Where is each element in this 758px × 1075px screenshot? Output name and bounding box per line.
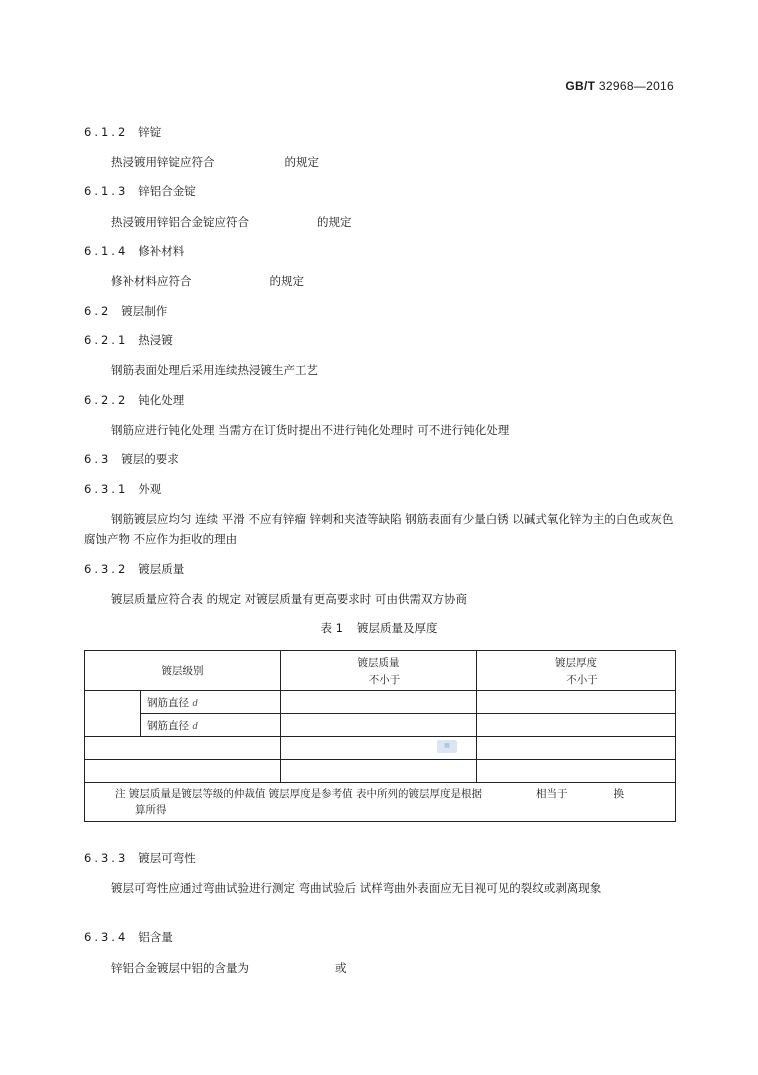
table-note: [85, 783, 676, 822]
heading-6-3-2: [84, 561, 184, 577]
para-text: 热浸镀用锌锭应符合: [111, 155, 215, 169]
table-row: [85, 691, 676, 714]
section-title: 修补材料: [138, 244, 185, 258]
para-6-3-2: 镀层质量应符合表 的规定 对镀层质量有更高要求时 可由供需双方协商: [111, 592, 467, 606]
section-number: 6.1.4: [84, 244, 129, 258]
standard-prefix: GB/T: [565, 79, 596, 93]
mass-cell: [281, 691, 477, 714]
thickness-cell: [477, 691, 676, 714]
heading-6-3: [84, 451, 179, 467]
section-title: 镀层可弯性: [138, 851, 196, 865]
para-text: 热浸镀用锌铝合金锭应符合: [111, 215, 249, 229]
section-number: 6.3: [84, 452, 112, 466]
note-line-2: 算所得: [135, 804, 167, 816]
header-mass: [281, 651, 477, 691]
para-text-end: 的规定: [317, 215, 352, 229]
diameter-symbol: d: [192, 720, 198, 732]
grade-cell: [85, 691, 141, 737]
para-6-3-4: [111, 960, 347, 976]
header-thickness: [477, 651, 676, 691]
mass-cell: [281, 714, 477, 737]
section-title: 镀层制作: [121, 304, 168, 318]
section-title: 镀层质量: [138, 562, 185, 576]
section-title: 热浸镀: [138, 333, 173, 347]
para-6-1-4: [111, 273, 304, 289]
para-text-end: 或: [335, 961, 347, 975]
thickness-cell: [477, 760, 676, 783]
standard-year: 32968—2016: [598, 79, 674, 93]
section-number: 6.1.3: [84, 184, 129, 198]
section-title: 钝化处理: [138, 393, 185, 407]
section-number: 6.3.4: [84, 930, 129, 944]
heading-6-1-2: [84, 124, 161, 140]
table-note-row: [85, 783, 676, 822]
para-6-2-2: 钢筋应进行钝化处理 当需方在订货时提出不进行钝化处理时 可不进行钝化处理: [111, 423, 510, 437]
para-6-1-2: [111, 154, 319, 170]
diameter-cell-1: [141, 691, 281, 714]
para-6-3-1: 钢筋镀层应均匀 连续 平滑 不应有锌瘤 锌刺和夹渣等缺陷 钢筋表面有少量白锈 以碱式氧化锌为主的白色或灰色腐蚀产物 不应作为拒收的理由: [84, 512, 674, 546]
header-mass-sub: 不小于: [368, 673, 401, 686]
para-6-1-3: [111, 214, 352, 230]
heading-6-1-3: [84, 183, 196, 199]
mass-cell: [281, 760, 477, 783]
heading-6-1-4: [84, 243, 184, 259]
table-row: [85, 737, 676, 760]
note-text-mid: 相当于: [536, 788, 568, 800]
grade-cell: [85, 737, 281, 760]
para-text-end: 的规定: [269, 274, 304, 288]
header-grade: 镀层级别: [85, 651, 281, 691]
table-row: [85, 760, 676, 783]
header-mass-label: 镀层质量: [357, 656, 400, 669]
watermark-logo: ▦: [437, 740, 457, 753]
standard-number: [565, 79, 674, 93]
para-text: 锌铝合金镀层中铝的含量为: [111, 961, 249, 975]
section-title: 铝含量: [138, 930, 173, 944]
header-thickness-sub: 不小于: [566, 673, 598, 686]
coating-table: [84, 650, 676, 822]
note-line-1: [91, 786, 669, 802]
diameter-cell-2: [141, 714, 281, 737]
section-number: 6.2.1: [84, 333, 129, 347]
heading-6-2-1: [84, 332, 173, 348]
grade-cell: [85, 760, 281, 783]
diameter-symbol: d: [192, 697, 198, 709]
section-title: 锌铝合金锭: [138, 184, 196, 198]
section-number: 6.1.2: [84, 125, 129, 139]
para-text: 修补材料应符合: [111, 274, 192, 288]
heading-6-2-2: [84, 392, 184, 408]
section-number: 6.3.2: [84, 562, 129, 576]
table-row: [85, 714, 676, 737]
para-6-3-3: 镀层可弯性应通过弯曲试验进行测定 弯曲试验后 试样弯曲外表面应无目视可见的裂纹或剥离现象: [111, 881, 602, 895]
table-title: 镀层质量及厚度: [356, 621, 438, 635]
section-number: 6.2: [84, 304, 112, 318]
diameter-label: 钢筋直径: [147, 719, 189, 732]
note-text-end: 换: [613, 788, 625, 800]
heading-6-3-3: [84, 850, 196, 866]
section-number: 6.3.3: [84, 851, 129, 865]
diameter-label: 钢筋直径: [147, 696, 189, 709]
section-number: 6.2.2: [84, 393, 129, 407]
section-number: 6.3.1: [84, 482, 129, 496]
para-text-end: 的规定: [284, 155, 319, 169]
section-title: 锌锭: [138, 125, 162, 139]
section-title: 外观: [138, 482, 162, 496]
header-thickness-label: 镀层厚度: [555, 656, 597, 669]
table-header-row: [85, 651, 676, 691]
heading-6-3-1: [84, 481, 161, 497]
note-text: 注 镀层质量是镀层等级的仲裁值 镀层厚度是参考值 表中所列的镀层厚度是根据: [115, 788, 483, 800]
table-caption: [0, 620, 758, 636]
table-number: 表 1: [320, 621, 343, 635]
thickness-cell: [477, 714, 676, 737]
para-6-2-1: 钢筋表面处理后采用连续热浸镀生产工艺: [111, 363, 318, 377]
heading-6-3-4: [84, 929, 173, 945]
thickness-cell: [477, 737, 676, 760]
section-title: 镀层的要求: [121, 452, 179, 466]
heading-6-2: [84, 303, 167, 319]
